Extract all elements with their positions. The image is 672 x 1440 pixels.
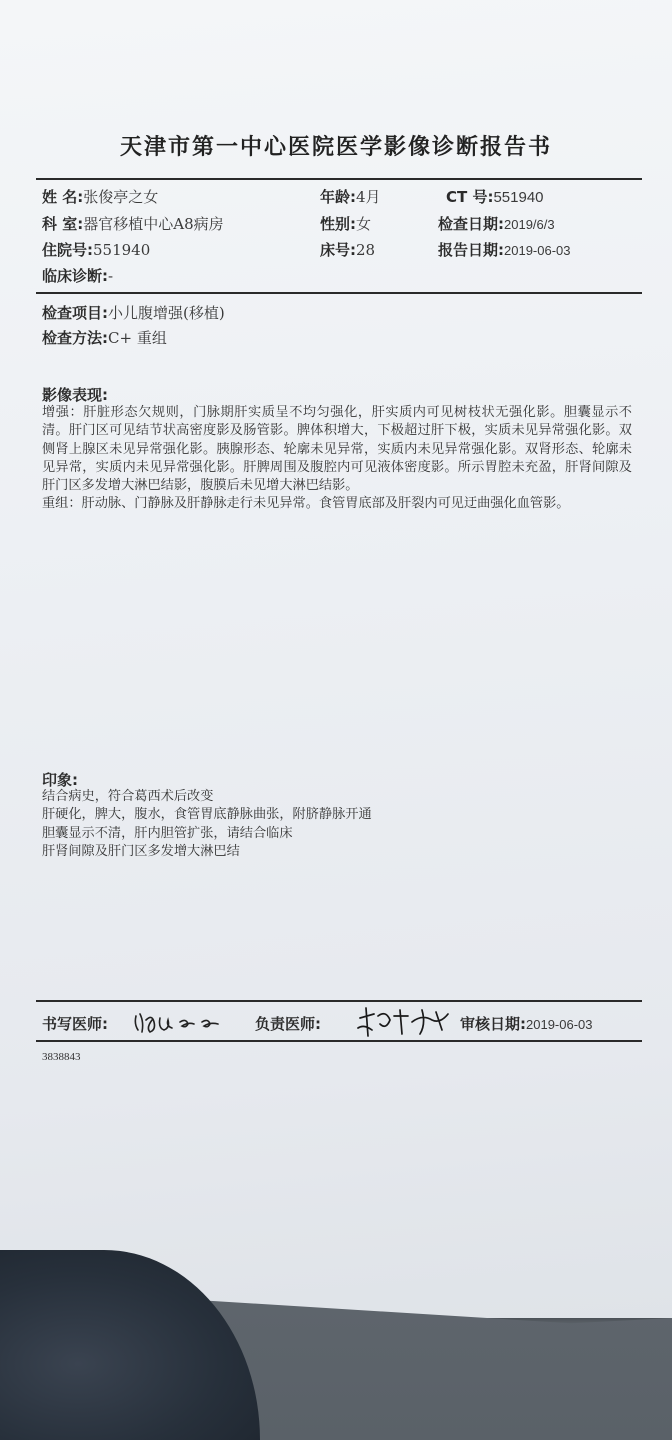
writer-doctor-label: 书写医师:	[42, 1015, 108, 1033]
bed-field	[320, 239, 375, 260]
sex-value: 女	[356, 215, 372, 233]
responsible-doctor-label: 负责医师:	[255, 1015, 321, 1033]
name-label: 姓 名:	[42, 188, 84, 206]
responsible-signature	[352, 1000, 462, 1042]
impression-label: 印象:	[42, 771, 78, 789]
review-date-label: 审核日期:	[460, 1015, 526, 1033]
findings-label: 影像表现:	[42, 386, 108, 404]
report-date-value: 2019-06-03	[504, 243, 571, 258]
name-field	[42, 186, 158, 207]
exam-method-label: 检查方法:	[42, 329, 108, 347]
exam-item-value: 小儿腹增强(移植)	[108, 304, 225, 322]
age-field	[320, 186, 381, 207]
bed-label: 床号:	[320, 241, 356, 259]
sex-label: 性别:	[320, 215, 356, 233]
dept-field	[42, 213, 224, 234]
exam-date-value: 2019/6/3	[504, 217, 555, 232]
footer-bottom-rule	[36, 1040, 642, 1042]
review-date-value: 2019-06-03	[526, 1017, 593, 1032]
exam-date-field	[438, 213, 555, 234]
title-rule	[36, 178, 642, 180]
writer-doctor-field	[42, 1013, 108, 1034]
clinical-field	[42, 265, 113, 286]
impression-line: 结合病史，符合葛西术后改变	[42, 789, 214, 804]
impression-text	[42, 788, 632, 861]
impression-line: 肝肾间隙及肝门区多发增大淋巴结	[42, 843, 240, 859]
inpatient-field	[42, 239, 150, 260]
inpatient-label: 住院号:	[42, 241, 93, 259]
header-rule	[36, 292, 642, 294]
name-value: 张俊亭之女	[83, 188, 159, 206]
dept-label: 科 室:	[42, 215, 84, 233]
footer-top-rule	[36, 1000, 642, 1002]
exam-date-label: 检查日期:	[438, 215, 504, 233]
sex-field	[320, 213, 371, 234]
clinical-value: -	[108, 267, 114, 285]
clinical-label: 临床诊断:	[42, 267, 108, 285]
exam-method-field	[42, 327, 167, 348]
exam-item-label: 检查项目:	[42, 304, 108, 322]
age-value: 4月	[356, 188, 381, 206]
findings-enhanced: 增强：肝脏形态欠规则，门脉期肝实质呈不均匀强化，肝实质内可见树枝状无强化影。胆囊显示不清。肝门区可见结节状高密度影及肠管影。脾体积增大，下极超过肝下极，实质未见异常强化影。双侧肾上腺区未见异常强化影。胰腺形态、轮廓未见异常，实质内未见异常强化影。双肾形态、轮廓未见异常，实质内未见异常强化影。肝脾周围及腹腔内可见液体密度影。所示胃腔未充盈，肝肾间隙及肝门区多发增大淋巴结影，腹膜后未见增大淋巴结影。	[42, 405, 632, 494]
document-id: 3838843	[42, 1051, 81, 1063]
report-date-label: 报告日期:	[438, 241, 504, 259]
bed-value: 28	[356, 241, 376, 259]
ct-label: CT 号:	[446, 188, 494, 206]
exam-item-field	[42, 302, 225, 323]
review-date-field	[460, 1013, 593, 1034]
ct-value: 551940	[493, 189, 544, 206]
responsible-doctor-field	[255, 1013, 321, 1034]
report-title: 天津市第一中心医院医学影像诊断报告书	[119, 134, 552, 160]
impression-line: 肝硬化，脾大，腹水，食管胃底静脉曲张，附脐静脉开通	[42, 807, 372, 823]
ct-field	[446, 186, 544, 207]
exam-method-value: C+ 重组	[108, 329, 167, 347]
age-label: 年龄:	[320, 188, 356, 206]
report-date-field	[438, 239, 571, 260]
findings-reconstruction: 重组：肝动脉、门静脉及肝静脉走行未见异常。食管胃底部及肝裂内可见迂曲强化血管影。	[42, 496, 570, 512]
impression-line: 胆囊显示不清，肝内胆管扩张，请结合临床	[42, 825, 293, 841]
inpatient-value: 551940	[93, 241, 151, 259]
findings-text	[42, 404, 632, 514]
dept-value: 器官移植中心A8病房	[83, 215, 224, 233]
writer-signature	[130, 1006, 242, 1038]
